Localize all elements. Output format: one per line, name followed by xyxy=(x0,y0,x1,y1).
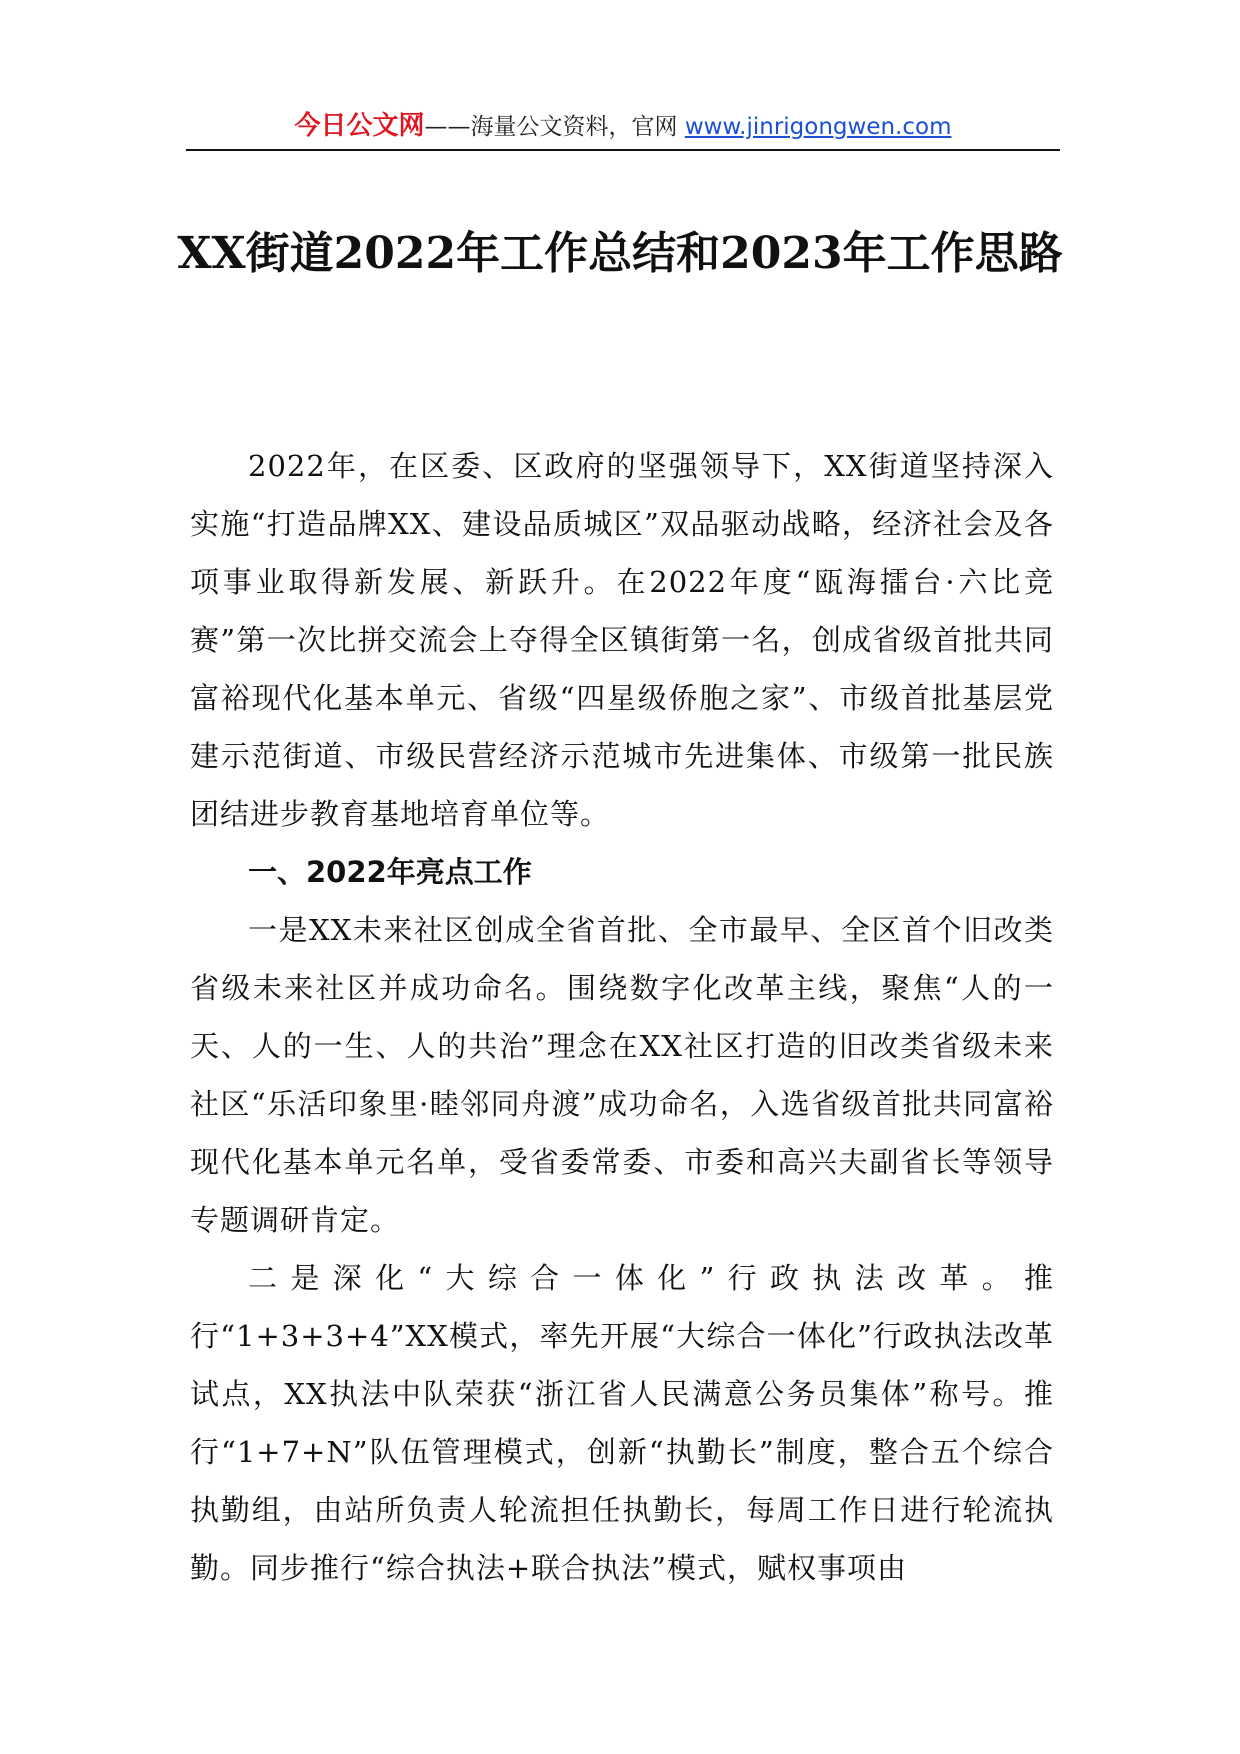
header-divider xyxy=(186,149,1060,151)
document-title: XX街道2022年工作总结和2023年工作思路 xyxy=(177,228,1063,279)
site-url-link[interactable]: www.jinrigongwen.com xyxy=(684,114,952,140)
document-body xyxy=(190,437,1054,1597)
site-brand[interactable]: 今日公文网 xyxy=(294,111,425,141)
section-heading: 一、2022年亮点工作 xyxy=(248,855,532,889)
header-tagline: 海量公文资料，官网 xyxy=(470,114,685,140)
header-separator: —— xyxy=(424,114,471,140)
highlight-item-1: 一是XX未来社区创成全省首批、全市最早、全区首个旧改类省级未来社区并成功命名。围绕数字化改革主线，聚焦“人的一天、人的一生、人的共治”理念在XX社区打造的旧改类省级未来社区“乐活印象里·睦邻同舟渡”成功命名，入选省级首批共同富裕现代化基本单元名单，受省委常委、市委和高兴夫副省长等领导专题调研肯定。 xyxy=(190,913,1054,1237)
intro-paragraph: 2022年，在区委、区政府的坚强领导下，XX街道坚持深入实施“打造品牌XX、建设品质城区”双品驱动战略，经济社会及各项事业取得新发展、新跃升。在2022年度“瓯海擂台·六比竞赛”第一次比拼交流会上夺得全区镇街第一名，创成省级首批共同富裕现代化基本单元、省级“四星级侨胞之家”、市级首批基层党建示范街道、市级民营经济示范城市先进集体、市级第一批民族团结进步教育基地培育单位等。 xyxy=(190,449,1054,831)
highlight-item-2: 二是深化“大综合一体化”行政执法改革。推行“1+3+3+4”XX模式，率先开展“大综合一体化”行政执法改革试点，XX执法中队荣获“浙江省人民满意公务员集体”称号。推行“1+7+N”队伍管理模式，创新“执勤长”制度，整合五个综合执勤组，由站所负责人轮流担任执勤长，每周工作日进行轮流执勤。同步推行“综合执法+联合执法”模式，赋权事项由 xyxy=(190,1261,1054,1585)
site-header xyxy=(186,104,1060,148)
